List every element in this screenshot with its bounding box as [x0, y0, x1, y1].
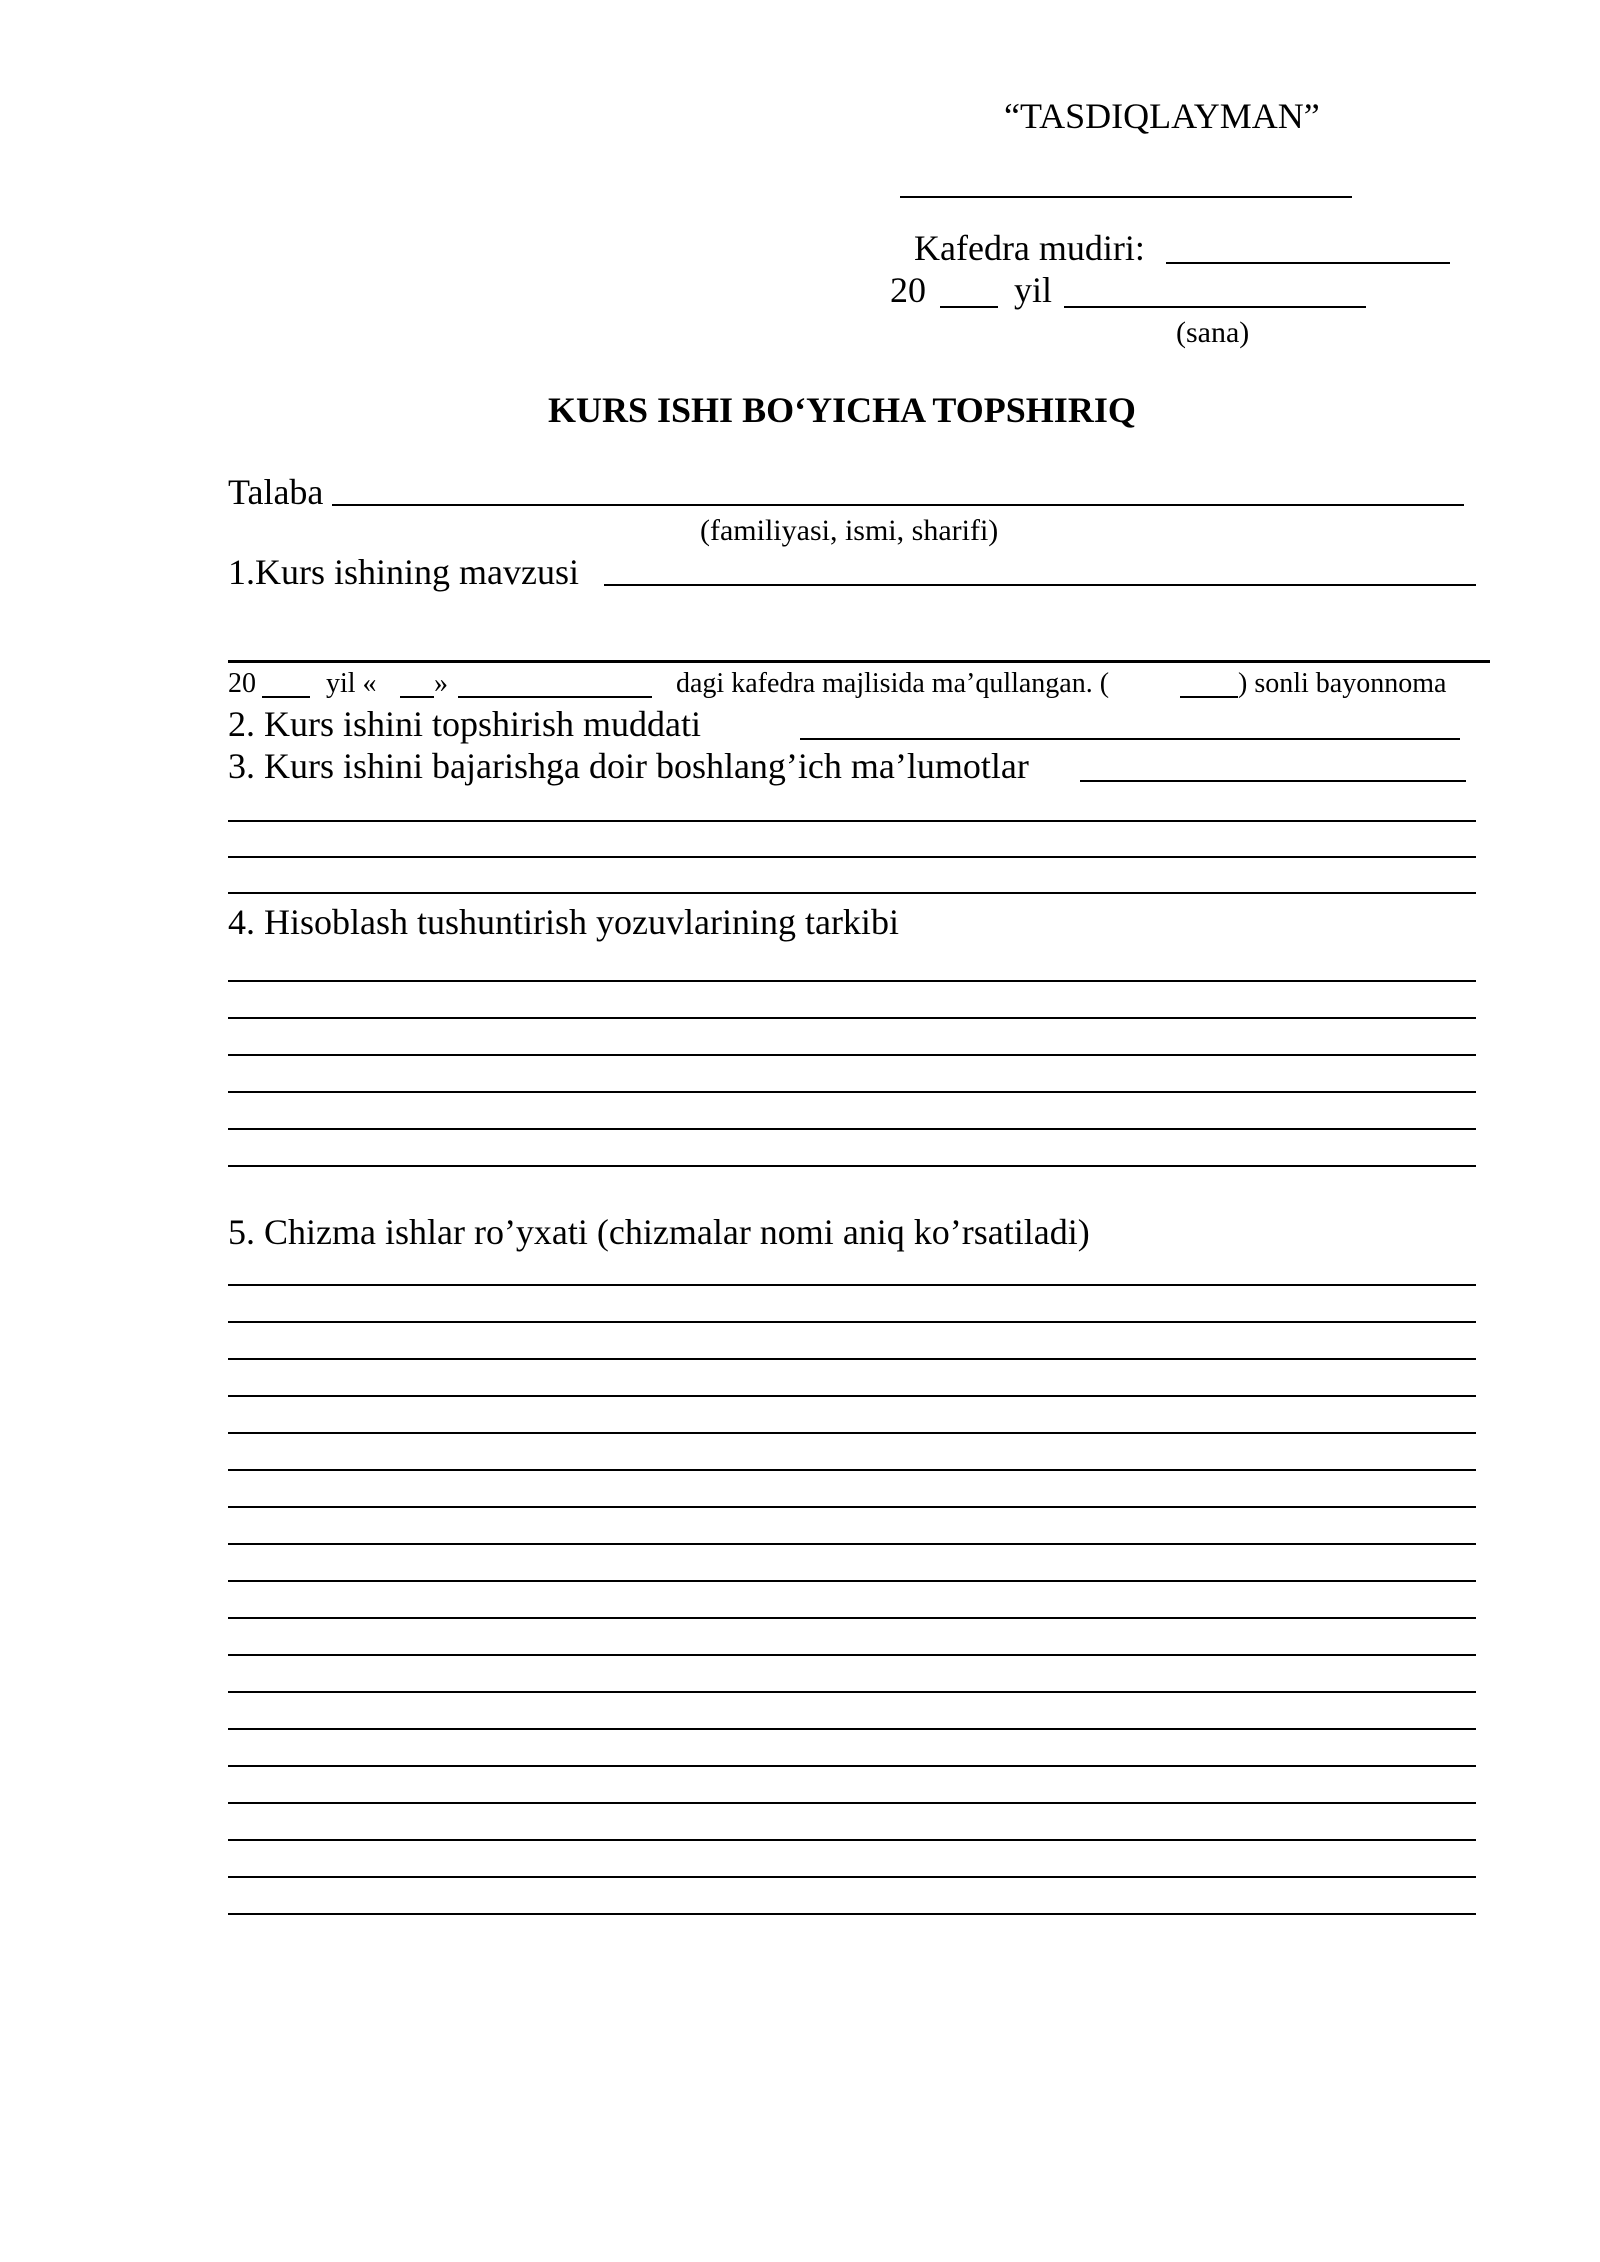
drawings-list-line — [228, 1617, 1476, 1619]
student-name-caption: (familiyasi, ismi, sharifi) — [700, 514, 999, 547]
explanatory-notes-line-6 — [228, 1165, 1476, 1167]
meeting-year-label: yil « — [326, 668, 377, 699]
meeting-year-blank — [262, 696, 310, 698]
protocol-number-blank — [1180, 696, 1238, 698]
drawings-list-line — [228, 1321, 1476, 1323]
meeting-day-blank — [400, 696, 434, 698]
initial-data-line-2 — [228, 820, 1476, 822]
drawings-list-line — [228, 1876, 1476, 1878]
drawings-list-line — [228, 1395, 1476, 1397]
initial-data-line-4 — [228, 892, 1476, 894]
initial-data-line-3 — [228, 856, 1476, 858]
meeting-close-quote: » — [434, 668, 448, 699]
drawings-list-line — [228, 1543, 1476, 1545]
drawings-list-line — [228, 1580, 1476, 1582]
date-caption: (sana) — [1176, 316, 1250, 349]
course-topic-line-2 — [228, 660, 1490, 663]
explanatory-notes-line-4 — [228, 1091, 1476, 1093]
head-of-department-line — [1166, 262, 1450, 264]
explanatory-notes-line-2 — [228, 1017, 1476, 1019]
approval-year-label: yil — [1014, 270, 1053, 310]
meeting-month-blank — [458, 696, 652, 698]
drawings-list-line — [228, 1284, 1476, 1286]
drawings-list-line — [228, 1358, 1476, 1360]
drawings-list-line — [228, 1913, 1476, 1915]
approval-signature-line — [900, 196, 1352, 198]
submission-deadline-label: 2. Kurs ishini topshirish muddati — [228, 704, 702, 744]
course-topic-label: 1.Kurs ishining mavzusi — [228, 552, 579, 592]
explanatory-notes-line-5 — [228, 1128, 1476, 1130]
drawings-list-line — [228, 1432, 1476, 1434]
meeting-text: dagi kafedra majlisida ma’qullangan. ( — [676, 668, 1110, 699]
approval-year-prefix: 20 — [890, 270, 926, 310]
drawings-list-label: 5. Chizma ishlar ro’yxati (chizmalar nomi aniq ko’rsatiladi) — [228, 1212, 1090, 1252]
drawings-list-line — [228, 1469, 1476, 1471]
explanatory-notes-line-3 — [228, 1054, 1476, 1056]
student-label: Talaba — [228, 472, 324, 512]
initial-data-line — [1080, 780, 1466, 782]
initial-data-label: 3. Kurs ishini bajarishga doir boshlang’ich ma’lumotlar — [228, 746, 1029, 786]
drawings-list-line — [228, 1506, 1476, 1508]
explanatory-notes-line-1 — [228, 980, 1476, 982]
submission-deadline-line — [800, 738, 1460, 740]
protocol-text: ) sonli bayonnoma — [1238, 668, 1447, 699]
head-of-department-label: Kafedra mudiri: — [914, 228, 1145, 268]
approval-year-blank — [940, 306, 998, 308]
student-name-line — [332, 504, 1464, 506]
approval-date-line — [1064, 306, 1366, 308]
meeting-year-prefix: 20 — [228, 668, 256, 699]
drawings-list-line — [228, 1802, 1476, 1804]
page-title: KURS ISHI BO‘YICHA TOPSHIRIQ — [548, 390, 1136, 430]
drawings-list-line — [228, 1691, 1476, 1693]
course-topic-line — [604, 584, 1476, 586]
drawings-list-line — [228, 1839, 1476, 1841]
approval-title: “TASDIQLAYMAN” — [1004, 96, 1320, 136]
drawings-list-line — [228, 1728, 1476, 1730]
drawings-list-line — [228, 1765, 1476, 1767]
drawings-list-line — [228, 1654, 1476, 1656]
explanatory-notes-label: 4. Hisoblash tushuntirish yozuvlarining tarkibi — [228, 902, 899, 942]
